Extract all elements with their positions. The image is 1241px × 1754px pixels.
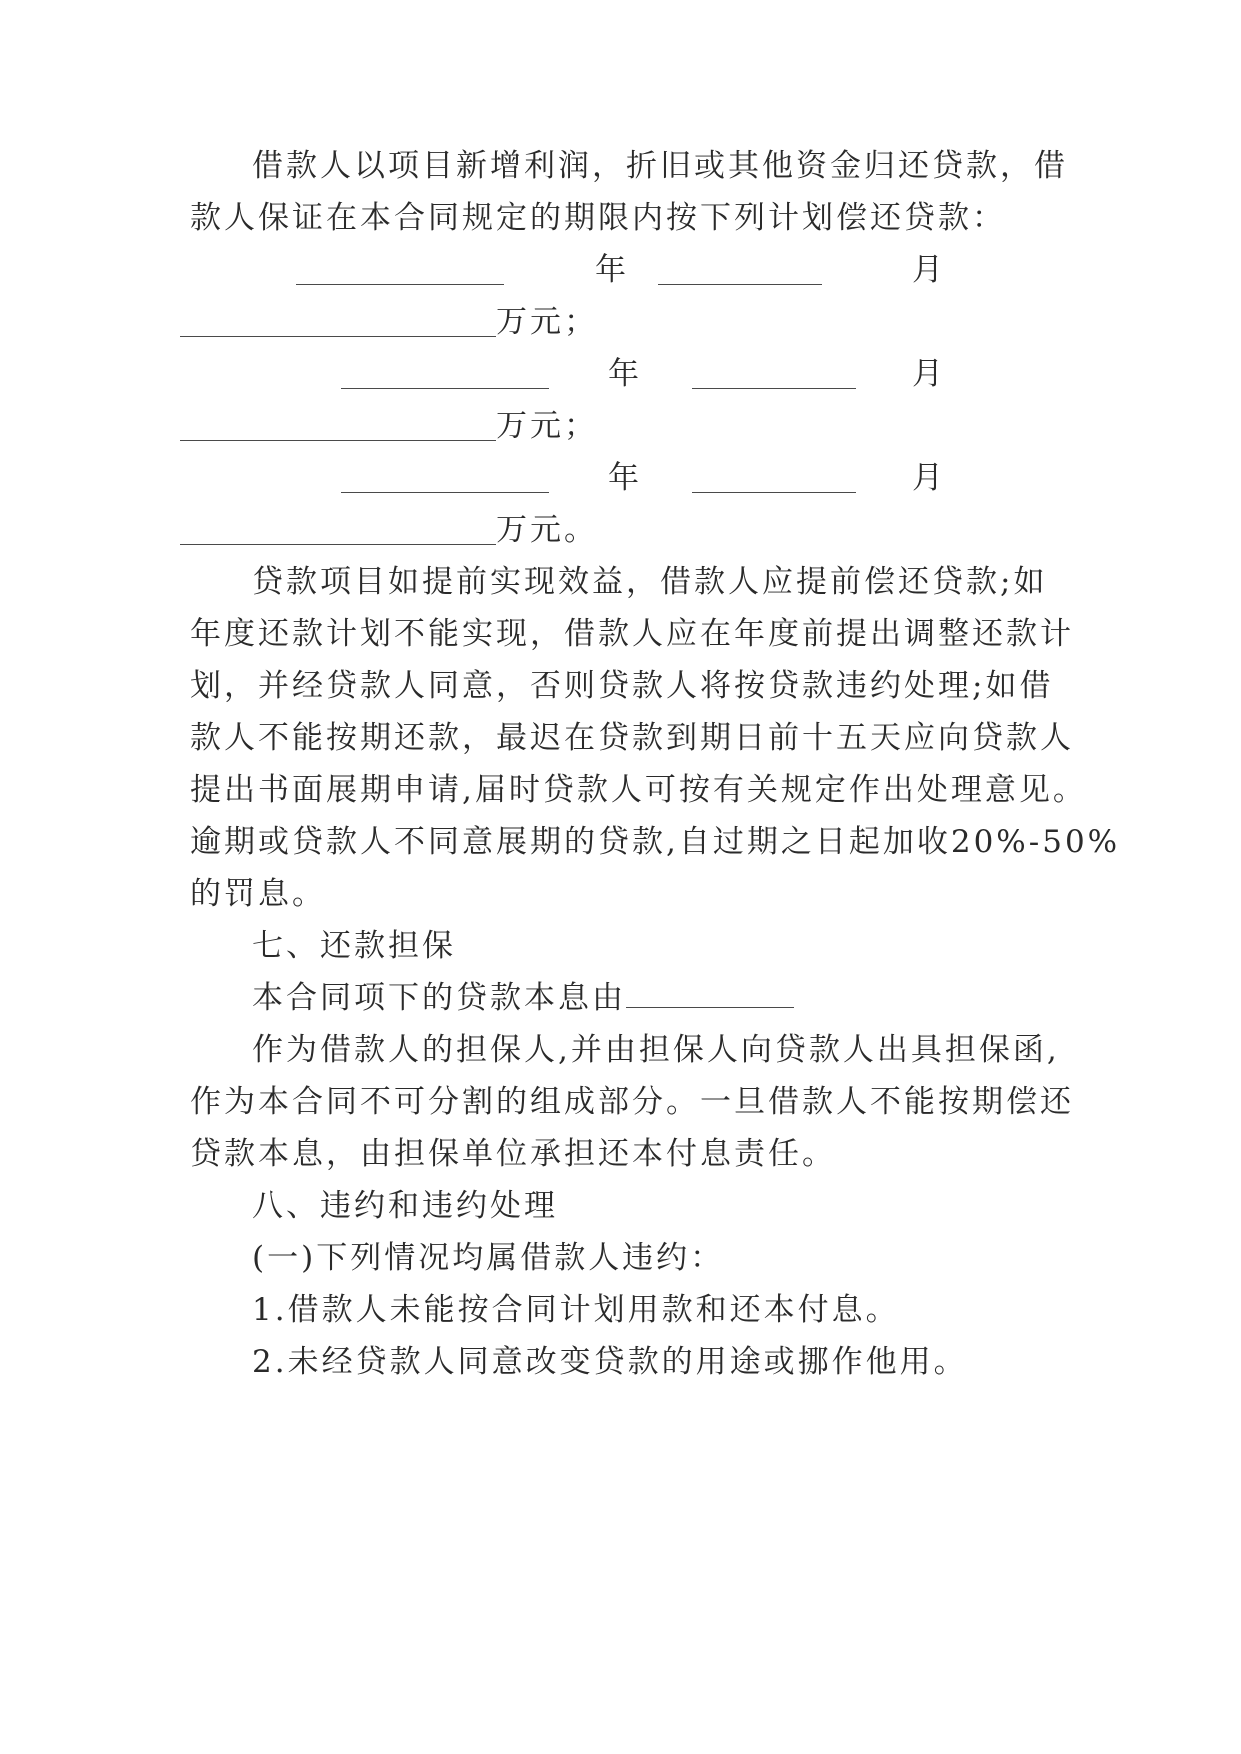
- amount-blank[interactable]: [180, 336, 496, 337]
- paragraph-line: 作为本合同不可分割的组成部分。一旦借款人不能按期偿还: [190, 1084, 1074, 1120]
- paragraph-line: 的罚息。: [190, 876, 326, 912]
- paragraph-line: 逾期或贷款人不同意展期的贷款,自过期之日起加收20%-50%: [190, 824, 1121, 860]
- year-label: 年: [608, 460, 642, 496]
- list-item: 1.借款人未能按合同计划用款和还本付息。: [252, 1292, 900, 1328]
- paragraph-line: 贷款本息，由担保单位承担还本付息责任。: [190, 1136, 836, 1172]
- list-item: 2.未经贷款人同意改变贷款的用途或挪作他用。: [252, 1344, 968, 1380]
- amount-blank[interactable]: [180, 544, 496, 545]
- schedule-row-amount: [190, 404, 1060, 448]
- year-label: 年: [608, 356, 642, 392]
- amount-blank[interactable]: [180, 440, 496, 441]
- guarantor-text: 本合同项下的贷款本息由: [252, 980, 626, 1016]
- paragraph-line: 作为借款人的担保人,并由担保人向贷款人出具担保函,: [252, 1032, 1060, 1068]
- month-label: 月: [912, 356, 946, 392]
- month-label: 月: [912, 460, 946, 496]
- paragraph-line: 划，并经贷款人同意，否则贷款人将按贷款违约处理;如借: [190, 668, 1054, 704]
- guarantor-blank[interactable]: [626, 979, 794, 1008]
- month-blank[interactable]: [692, 388, 856, 389]
- guarantor-line: [252, 976, 1060, 1020]
- year-blank[interactable]: [341, 492, 549, 493]
- schedule-row-amount: [190, 300, 1060, 344]
- paragraph-line: 借款人以项目新增利润，折旧或其他资金归还贷款，借: [252, 148, 1068, 184]
- sub-heading: (一)下列情况均属借款人违约：: [252, 1240, 725, 1276]
- schedule-row-amount: [190, 508, 1060, 552]
- paragraph-line: 款人保证在本合同规定的期限内按下列计划偿还贷款：: [190, 200, 1006, 236]
- paragraph-line: 提出书面展期申请,届时贷款人可按有关规定作出处理意见。: [190, 772, 1087, 808]
- year-blank[interactable]: [296, 284, 504, 285]
- paragraph-line: 款人不能按期还款，最迟在贷款到期日前十五天应向贷款人: [190, 720, 1074, 756]
- schedule-row-date: [190, 352, 1060, 396]
- amount-suffix: 万元；: [496, 408, 598, 444]
- year-blank[interactable]: [341, 388, 549, 389]
- paragraph-line: 年度还款计划不能实现，借款人应在年度前提出调整还款计: [190, 616, 1074, 652]
- schedule-row-date: [190, 456, 1060, 500]
- section-heading: 七、还款担保: [252, 928, 456, 964]
- year-label: 年: [595, 252, 629, 288]
- amount-suffix: 万元。: [496, 512, 598, 548]
- month-blank[interactable]: [658, 284, 822, 285]
- schedule-row-date: [190, 248, 1060, 292]
- month-label: 月: [912, 252, 946, 288]
- amount-suffix: 万元；: [496, 304, 598, 340]
- paragraph-line: 贷款项目如提前实现效益，借款人应提前偿还贷款;如: [252, 564, 1048, 600]
- section-heading: 八、违约和违约处理: [252, 1188, 558, 1224]
- month-blank[interactable]: [692, 492, 856, 493]
